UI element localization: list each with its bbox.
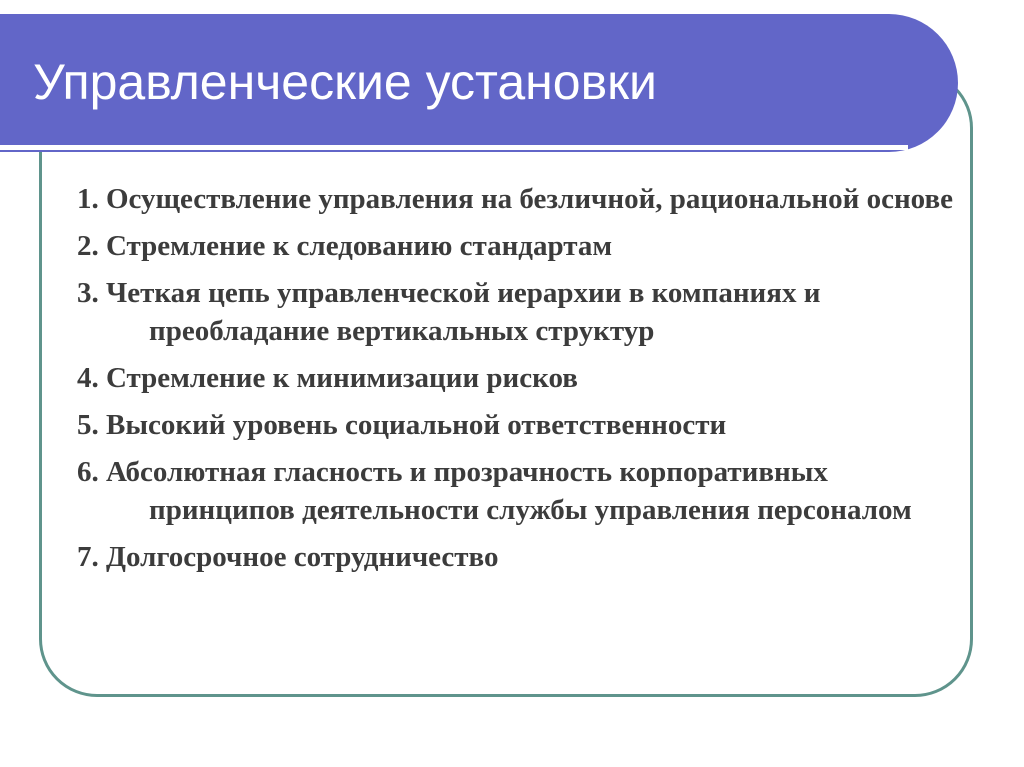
item-text: Стремление к минимизации рисков (106, 362, 578, 394)
bullet-list (77, 180, 957, 585)
item-text: Стремление к следованию стандартам (106, 230, 613, 262)
list-item (77, 406, 957, 444)
item-number: 7. (77, 541, 106, 573)
item-text: Четкая цепь управленческой иерархии в компаниях и преобладание вертикальных структур (106, 277, 821, 347)
title-underline (0, 145, 908, 150)
list-item (77, 180, 957, 218)
list-item (77, 227, 957, 265)
item-number: 3. (77, 277, 106, 309)
item-number: 2. (77, 230, 106, 262)
item-text: Абсолютная гласность и прозрачность корпоративных принципов деятельности службы управления персоналом (106, 456, 912, 526)
list-item (77, 274, 957, 350)
item-number: 6. (77, 456, 106, 488)
item-text: Осуществление управления на безличной, рациональной основе (106, 183, 953, 215)
list-item (77, 453, 957, 529)
item-number: 5. (77, 409, 106, 441)
item-number: 4. (77, 362, 106, 394)
slide-title: Управленческие установки (33, 54, 657, 110)
item-text: Долгосрочное сотрудничество (106, 541, 499, 573)
list-item (77, 359, 957, 397)
title-bar (0, 14, 958, 152)
item-text: Высокий уровень социальной ответственности (106, 409, 727, 441)
list-item (77, 538, 957, 576)
item-number: 1. (77, 183, 106, 215)
